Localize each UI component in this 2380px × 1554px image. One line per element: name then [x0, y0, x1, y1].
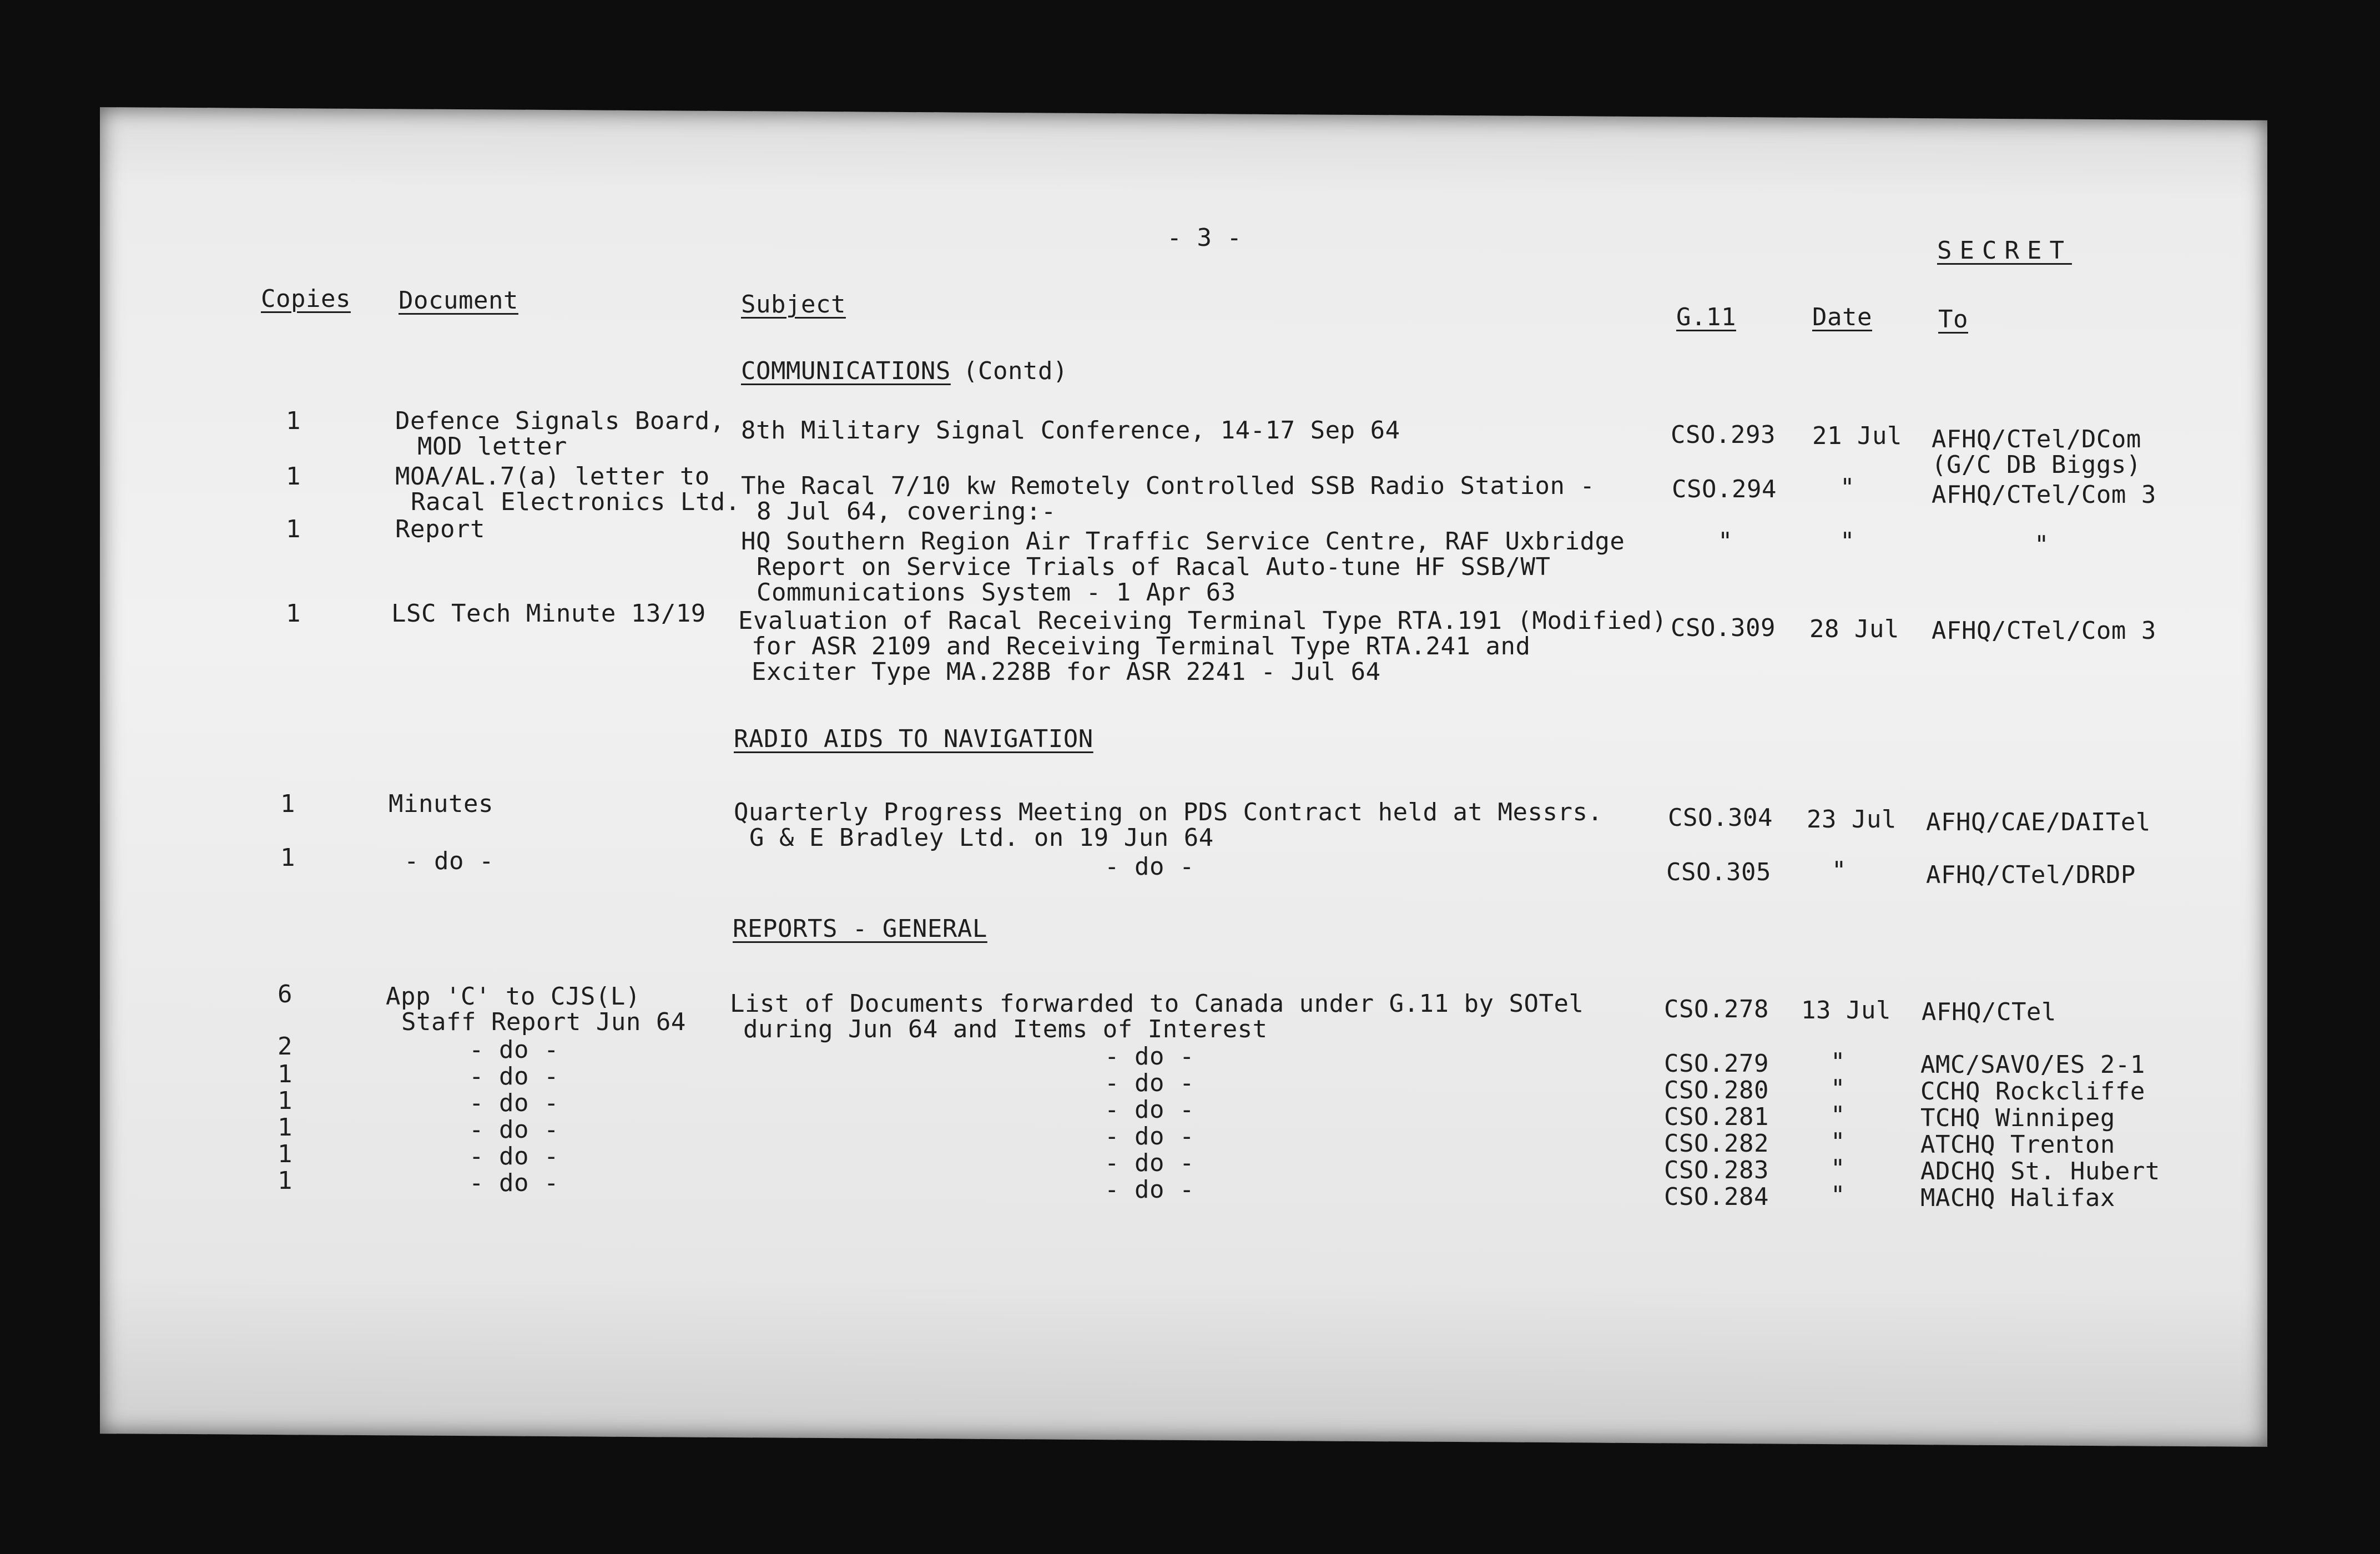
row-g11-reference: "	[1718, 527, 1733, 556]
row-copies: 1	[286, 462, 301, 491]
row-subject: - do -	[1105, 1149, 1194, 1177]
row-g11-reference: CSO.305	[1666, 858, 1771, 886]
row-recipient	[1926, 808, 2151, 862]
subject-line: G & E Bradley Ltd. on 19 Jun 64	[749, 824, 1214, 852]
subject-line: 8 Jul 64, covering:-	[757, 497, 1056, 526]
subject-line: Communications System - 1 Apr 63	[757, 578, 1236, 607]
row-subject: - do -	[1105, 1069, 1194, 1097]
row-g11-reference: CSO.281	[1664, 1103, 1769, 1131]
section-communications-suffix: (Contd)	[963, 357, 1068, 385]
document-line: MOA/AL.7(a) letter to	[395, 462, 710, 491]
row-copies: 1	[280, 844, 295, 872]
row-copies: 1	[286, 599, 301, 628]
row-subject: - do -	[1105, 1042, 1194, 1071]
row-g11-reference: CSO.280	[1664, 1076, 1769, 1104]
row-subject: - do -	[1105, 1175, 1194, 1204]
row-subject	[1105, 852, 1194, 907]
row-recipient	[1926, 861, 2136, 915]
document-line: Racal Electronics Ltd.	[411, 488, 740, 516]
row-date: "	[1831, 1128, 1845, 1156]
section-communications: COMMUNICATIONS	[741, 357, 951, 385]
recipient-line: AFHQ/CTel/DRDP	[1926, 861, 2136, 889]
section-reports: REPORTS - GENERAL	[733, 915, 987, 943]
row-recipient: ADCHQ St. Hubert	[1920, 1157, 2160, 1185]
header-document: Document	[399, 286, 518, 315]
row-copies: 1	[286, 515, 301, 543]
row-document	[389, 790, 493, 844]
subject-line: during Jun 64 and Items of Interest	[743, 1015, 1268, 1043]
row-document: - do -	[469, 1089, 559, 1117]
row-date: 28 Jul	[1809, 615, 1899, 643]
row-g11-reference: CSO.283	[1664, 1156, 1769, 1184]
row-recipient: MACHQ Halifax	[1920, 1184, 2115, 1212]
row-subject: - do -	[1105, 1122, 1194, 1151]
subject-line: for ASR 2109 and Receiving Terminal Type RTA.241 and	[752, 632, 1531, 660]
row-recipient: ATCHQ Trenton	[1920, 1131, 2115, 1159]
row-date: 23 Jul	[1807, 805, 1897, 834]
row-subject	[734, 798, 1603, 879]
recipient-line: AFHQ/CTel	[1922, 998, 2056, 1026]
row-copies: 1	[278, 1140, 293, 1168]
row-copies: 1	[280, 790, 295, 818]
row-date: "	[1831, 1154, 1845, 1183]
row-g11-reference: CSO.309	[1671, 614, 1776, 642]
header-g11: G.11	[1676, 303, 1736, 331]
row-copies: 1	[278, 1167, 293, 1195]
row-g11-reference: CSO.278	[1664, 995, 1769, 1023]
section-radio-aids: RADIO AIDS TO NAVIGATION	[734, 725, 1093, 753]
document-line: LSC Tech Minute 13/19	[391, 599, 706, 628]
row-document	[404, 847, 494, 901]
recipient-line: AFHQ/CTel/DCom	[1932, 425, 2141, 453]
row-document	[395, 515, 485, 569]
subject-line: List of Documents forwarded to Canada under G.11 by SOTel	[730, 990, 1584, 1018]
row-copies: 1	[278, 1087, 293, 1115]
document-line: App 'C' to CJS(L)	[386, 982, 641, 1011]
subject-line: - do -	[1105, 852, 1194, 881]
row-date: "	[1840, 527, 1855, 556]
document-line: MOD letter	[417, 432, 567, 461]
row-document: - do -	[469, 1142, 559, 1170]
row-copies: 2	[278, 1032, 293, 1061]
row-subject	[738, 607, 1667, 714]
row-copies: 1	[286, 407, 301, 435]
row-g11-reference: CSO.279	[1664, 1050, 1769, 1078]
subject-line: Quarterly Progress Meeting on PDS Contract held at Messrs.	[734, 798, 1603, 826]
row-g11-reference: CSO.293	[1671, 421, 1776, 449]
subject-line: 8th Military Signal Conference, 14-17 Sep 64	[741, 416, 1400, 445]
row-document	[391, 599, 706, 654]
header-subject: Subject	[741, 290, 846, 319]
row-document: - do -	[469, 1169, 559, 1197]
row-copies: 1	[278, 1113, 293, 1142]
subject-line: The Racal 7/10 kw Remotely Controlled SSB Radio Station -	[741, 472, 1595, 500]
header-to: To	[1938, 305, 1968, 334]
row-g11-reference: CSO.284	[1664, 1183, 1769, 1211]
row-date: 13 Jul	[1801, 996, 1891, 1025]
row-date: "	[1831, 1074, 1845, 1103]
classification-marking: SECRET	[1937, 236, 2072, 265]
row-document: - do -	[469, 1062, 559, 1091]
row-recipient: AMC/SAVO/ES 2-1	[1920, 1051, 2145, 1079]
row-g11-reference: CSO.282	[1664, 1129, 1769, 1158]
subject-line: HQ Southern Region Air Traffic Service Centre, RAF Uxbridge	[741, 527, 1625, 556]
row-recipient: TCHQ Winnipeg	[1920, 1104, 2115, 1132]
row-g11-reference: CSO.294	[1672, 475, 1777, 503]
subject-line: Report on Service Trials of Racal Auto-tune HF SSB/WT	[757, 553, 1551, 581]
row-g11-reference: CSO.304	[1668, 804, 1773, 832]
row-recipient	[1932, 481, 2156, 535]
header-date: Date	[1812, 303, 1872, 331]
recipient-line: AFHQ/CAE/DAITel	[1926, 808, 2151, 836]
document-line: Defence Signals Board,	[395, 407, 725, 435]
row-recipient: CCHQ Rockcliffe	[1920, 1077, 2145, 1106]
row-date: "	[1832, 856, 1847, 885]
document-line: - do -	[404, 847, 494, 875]
document-line: Staff Report Jun 64	[401, 1008, 686, 1036]
recipient-line: AFHQ/CTel/Com 3	[1932, 617, 2156, 645]
row-subject	[730, 990, 1584, 1071]
document-line: Report	[395, 515, 485, 543]
row-subject: - do -	[1105, 1096, 1194, 1124]
subject-line: Exciter Type MA.228B for ASR 2241 - Jul 64	[752, 658, 1381, 686]
row-document: - do -	[469, 1036, 559, 1064]
header-copies: Copies	[261, 285, 351, 313]
row-document: - do -	[469, 1116, 559, 1144]
recipient-line: "	[2034, 531, 2049, 559]
row-recipient	[1922, 998, 2056, 1052]
row-date: "	[1831, 1181, 1845, 1209]
page-number: - 3 -	[1167, 224, 1242, 252]
row-recipient	[2034, 532, 2064, 585]
row-copies: 6	[278, 980, 293, 1008]
row-date: "	[1840, 473, 1855, 502]
row-recipient	[1932, 617, 2156, 671]
row-copies: 1	[278, 1060, 293, 1088]
recipient-line: (G/C DB Biggs)	[1932, 451, 2141, 479]
row-date: "	[1831, 1101, 1845, 1129]
row-date: "	[1831, 1048, 1845, 1076]
row-date: 21 Jul	[1812, 422, 1902, 450]
subject-line: Evaluation of Racal Receiving Terminal Type RTA.191 (Modified)	[738, 607, 1667, 635]
recipient-line: AFHQ/CTel/Com 3	[1932, 481, 2156, 509]
row-subject	[741, 416, 1400, 471]
document-line: Minutes	[389, 790, 493, 818]
